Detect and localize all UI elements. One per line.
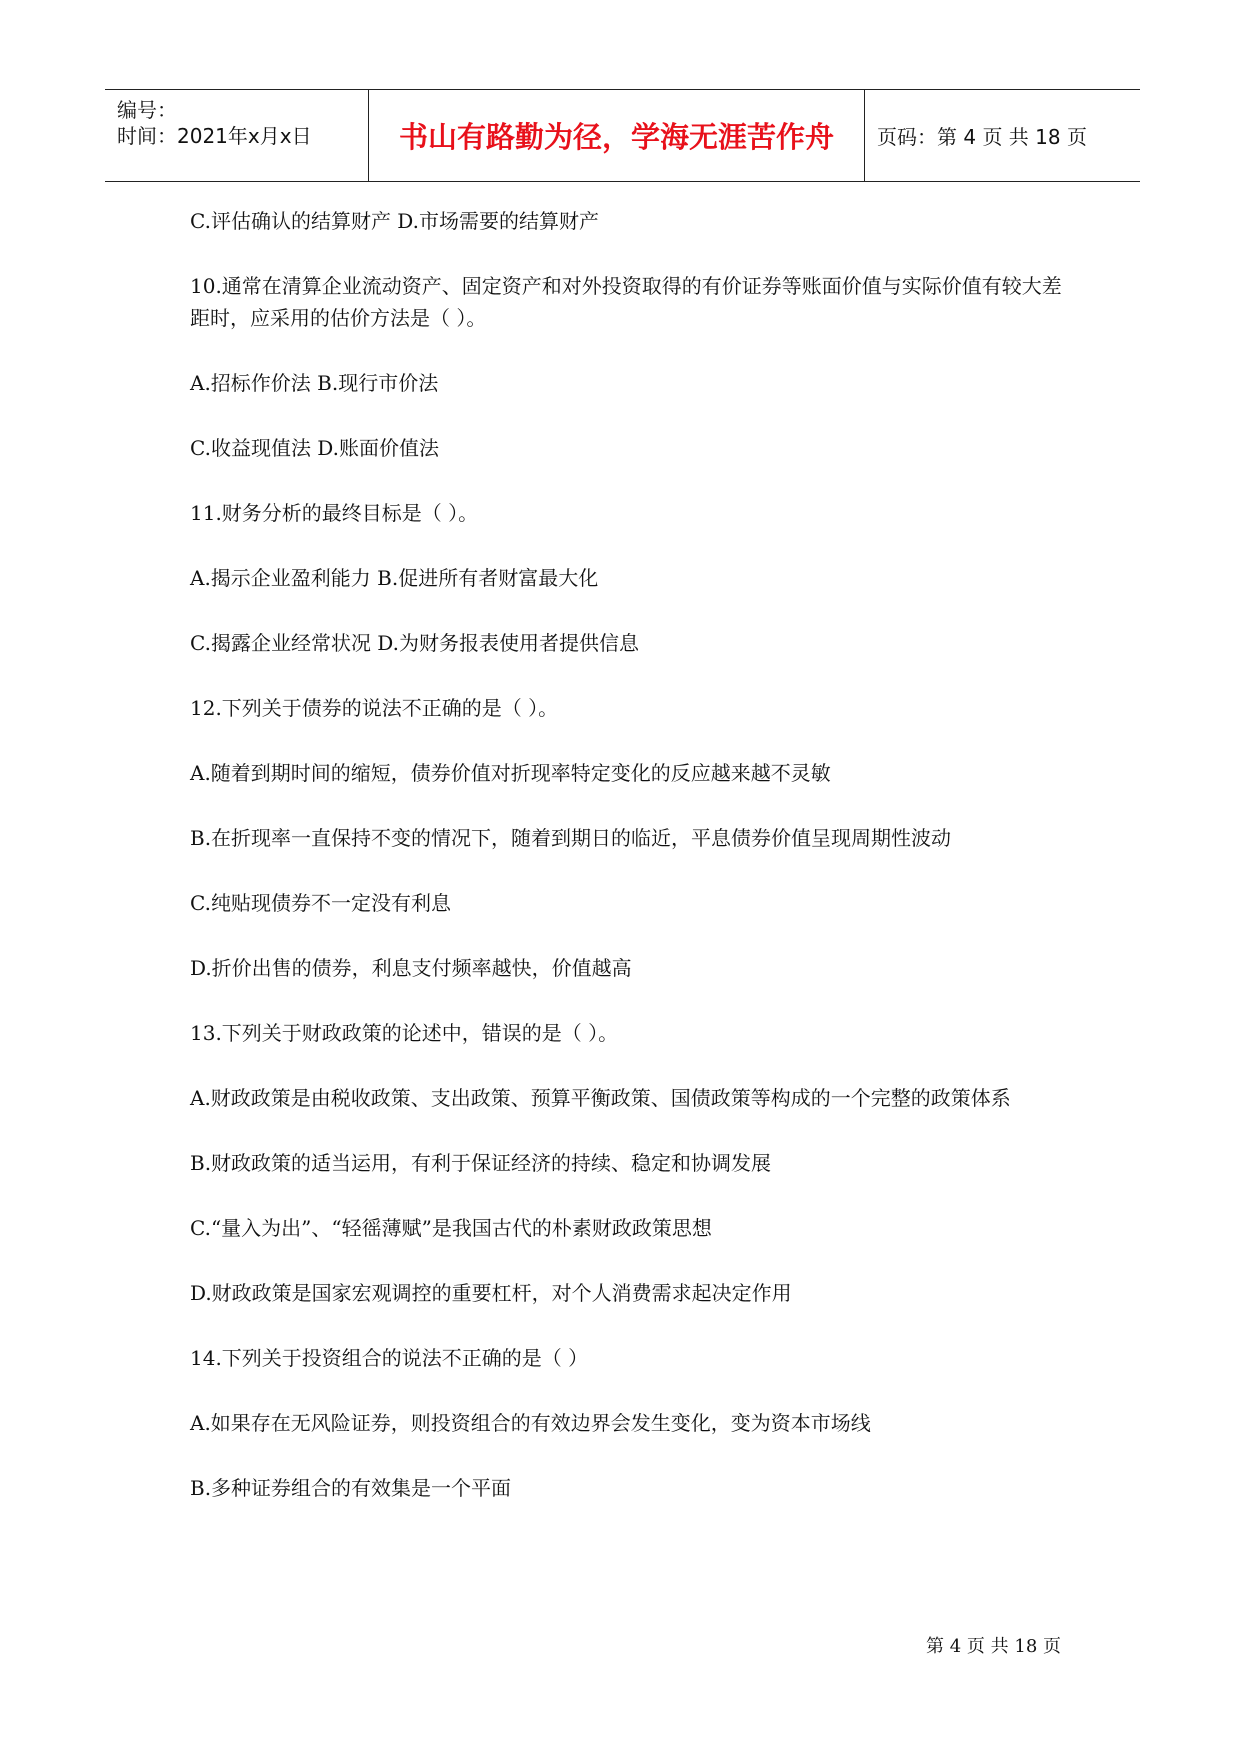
header-motto: 书山有路勤为径，学海无涯苦作舟 <box>369 90 865 181</box>
paragraph: A.随着到期时间的缩短，债券价值对折现率特定变化的反应越来越不灵敏 <box>190 761 831 785</box>
paragraph: B.多种证券组合的有效集是一个平面 <box>190 1476 512 1500</box>
paragraph: A.招标作价法 B.现行市价法 <box>190 371 439 395</box>
paragraph: C.“量入为出”、“轻徭薄赋”是我国古代的朴素财政政策思想 <box>190 1216 712 1240</box>
page-footer: 第 4 页 共 18 页 <box>926 1636 1061 1657</box>
question-10: 10.通常在清算企业流动资产、固定资产和对外投资取得的有价证券等账面价值与实际价值有较大差距时，应采用的估价方法是（ ）。 <box>190 274 1062 330</box>
paragraph: B.财政政策的适当运用，有利于保证经济的持续、稳定和协调发展 <box>190 1151 772 1175</box>
question-12: 12.下列关于债券的说法不正确的是（ ）。 <box>190 696 559 720</box>
paragraph: D.财政政策是国家宏观调控的重要杠杆，对个人消费需求起决定作用 <box>190 1281 792 1305</box>
paragraph: C.评估确认的结算财产 D.市场需要的结算财产 <box>190 209 599 233</box>
paragraph: D.折价出售的债券，利息支付频率越快，价值越高 <box>190 956 632 980</box>
question-13: 13.下列关于财政政策的论述中，错误的是（ ）。 <box>190 1021 619 1045</box>
paragraph: A.如果存在无风险证券，则投资组合的有效边界会发生变化，变为资本市场线 <box>190 1411 871 1435</box>
paragraph: A.财政政策是由税收政策、支出政策、预算平衡政策、国债政策等构成的一个完整的政策体系 <box>190 1086 1011 1110</box>
paragraph: C.揭露企业经常状况 D.为财务报表使用者提供信息 <box>190 631 639 655</box>
page-header <box>105 89 1140 182</box>
number-label: 编号： <box>117 98 177 122</box>
time-label: 时间：2021年x月x日 <box>117 124 312 148</box>
header-meta <box>105 90 369 181</box>
document-body <box>190 205 1070 1537</box>
paragraph: C.收益现值法 D.账面价值法 <box>190 436 439 460</box>
header-page-number: 页码：第 4 页 共 18 页 <box>877 125 1087 149</box>
question-14: 14.下列关于投资组合的说法不正确的是（ ） <box>190 1346 589 1370</box>
question-11: 11.财务分析的最终目标是（ ）。 <box>190 501 479 525</box>
paragraph: B.在折现率一直保持不变的情况下，随着到期日的临近，平息债券价值呈现周期性波动 <box>190 826 952 850</box>
paragraph: A.揭示企业盈利能力 B.促进所有者财富最大化 <box>190 566 599 590</box>
paragraph: C.纯贴现债券不一定没有利息 <box>190 891 451 915</box>
